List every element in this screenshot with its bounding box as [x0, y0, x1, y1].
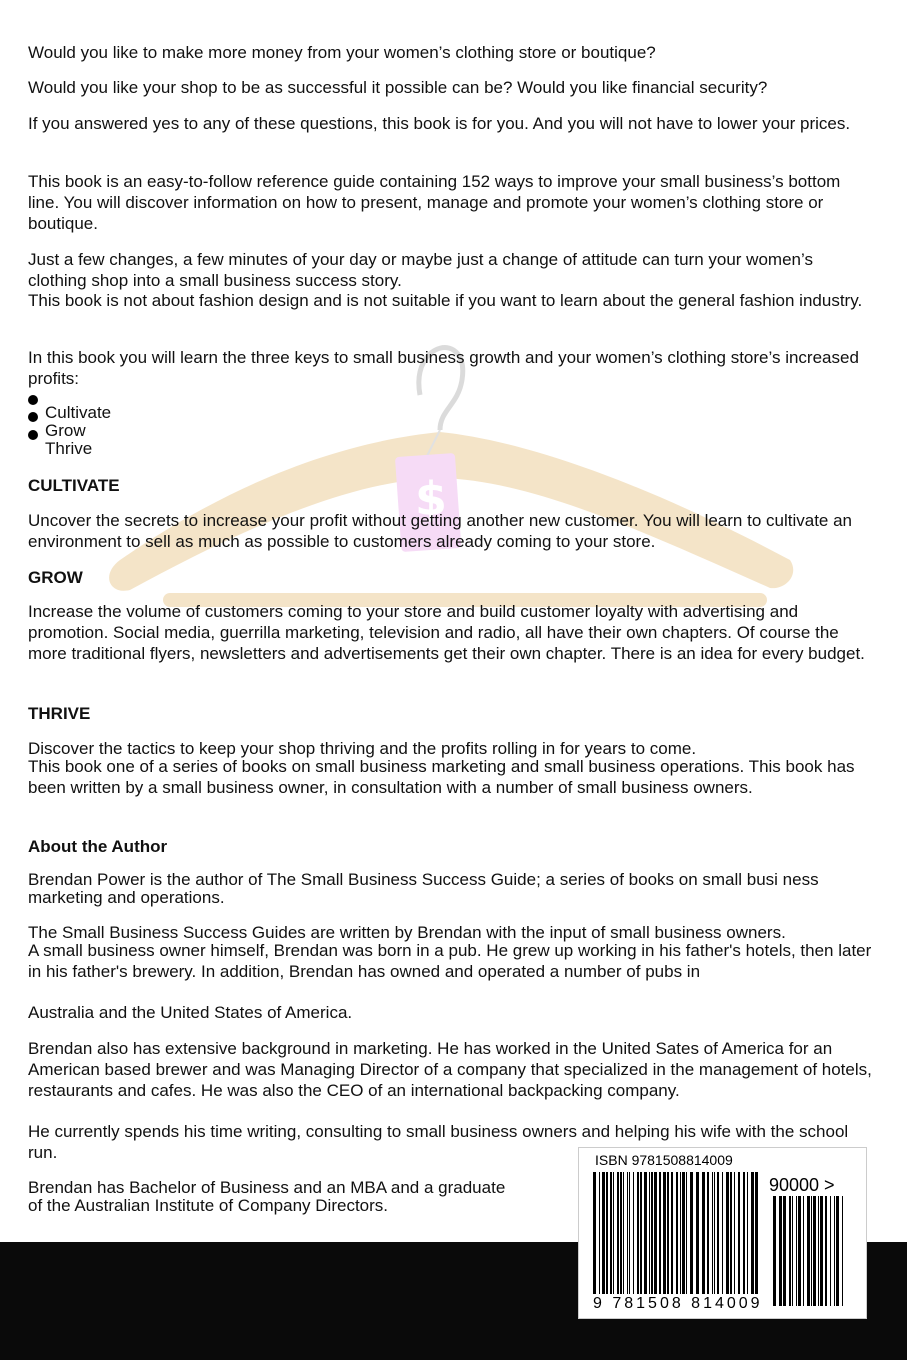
- barcode-bar: [830, 1196, 831, 1306]
- changes-paragraph: Just a few changes, a few minutes of your day or maybe just a change of attitude can turn your women’s clothing shop into a small business success story.: [28, 250, 813, 290]
- barcode-bar: [599, 1172, 600, 1294]
- barcode-bar: [602, 1172, 605, 1294]
- price-barcode-bars: [773, 1196, 845, 1306]
- barcode-bar: [818, 1196, 819, 1306]
- keys-list: [28, 393, 328, 463]
- heading-about-author: About the Author: [28, 837, 168, 856]
- bullet-icon: [28, 430, 38, 440]
- heading-thrive: THRIVE: [28, 704, 91, 723]
- heading-grow: GROW: [28, 568, 83, 587]
- barcode-bar: [773, 1196, 776, 1306]
- barcode-bar: [610, 1172, 612, 1294]
- barcode-bar: [654, 1172, 657, 1294]
- barcode-bar: [629, 1172, 630, 1294]
- barcode-bar: [803, 1196, 804, 1306]
- barcode-bar: [696, 1172, 699, 1294]
- barcode-bar: [712, 1172, 713, 1294]
- barcode-bar: [836, 1196, 839, 1306]
- barcode-bar: [606, 1172, 608, 1294]
- barcode-bar: [798, 1196, 801, 1306]
- barcode-bars: [593, 1172, 758, 1294]
- barcode-bar: [842, 1196, 843, 1306]
- barcode-bar: [811, 1196, 812, 1306]
- barcode-bar: [667, 1172, 669, 1294]
- intro-question-2: Would you like your shop to be as successful it possible can be? Would you like financial security?: [28, 78, 768, 97]
- barcode-bar: [722, 1172, 723, 1294]
- barcode-bar: [734, 1172, 735, 1294]
- barcode-bar: [726, 1172, 729, 1294]
- about-p2: The Small Business Success Guides are written by Brendan with the input of small business owners.: [28, 923, 786, 942]
- barcode-bar: [813, 1196, 816, 1306]
- barcode-bar: [686, 1172, 687, 1294]
- intro-question-1: Would you like to make more money from your women’s clothing store or boutique?: [28, 43, 656, 62]
- barcode-bar: [637, 1172, 639, 1294]
- book-description: This book is an easy-to-follow reference guide containing 152 ways to improve your small business’s bottom line. You will discover information on how to present, manage and promote your women’s clothing store or boutique.: [28, 172, 841, 233]
- grow-text: Increase the volume of customers coming to your store and build customer loyalty with advertising and promotion. Social media, guerrilla marketing, television and radio, all have their own chapters. Of course the more traditional flyers, newsletters and advertisements get their own chapter. There is an idea for every budget.: [28, 602, 865, 663]
- key-item-cultivate: Cultivate: [45, 403, 112, 422]
- heading-cultivate: CULTIVATE: [28, 476, 120, 495]
- barcode-bar: [707, 1172, 709, 1294]
- series-paragraph: This book one of a series of books on small business marketing and small business operations. This book has been written by a small business owner, in consultation with a number of small business owners.: [28, 757, 855, 797]
- barcode-bar: [792, 1196, 793, 1306]
- barcode-bar: [633, 1172, 634, 1294]
- barcode-bar: [627, 1172, 628, 1294]
- three-keys-intro: In this book you will learn the three keys to small business growth and your women’s clothing store’s increased profits:: [28, 348, 859, 388]
- barcode-bar: [783, 1196, 786, 1306]
- barcode-bar: [676, 1172, 678, 1294]
- barcode-bar: [690, 1172, 693, 1294]
- intro-answer: If you answered yes to any of these questions, this book is for you. And you will not have to lower your prices.: [28, 114, 851, 133]
- bullet-icon: [28, 395, 38, 405]
- barcode-bar: [659, 1172, 661, 1294]
- isbn-label: ISBN 9781508814009: [595, 1152, 733, 1168]
- barcode-bar: [743, 1172, 745, 1294]
- barcode-bar: [644, 1172, 647, 1294]
- barcode-bar: [649, 1172, 650, 1294]
- isbn-barcode: [578, 1147, 867, 1319]
- key-item-grow: Grow: [45, 421, 86, 440]
- about-p6b: of the Australian Institute of Company Directors.: [28, 1196, 389, 1215]
- barcode-bar: [834, 1196, 835, 1306]
- barcode-bar: [680, 1172, 681, 1294]
- about-p4: Brendan also has extensive background in marketing. He has worked in the United Sates of America for an American based brewer and was Managing Director of a company that specialized in the management of hotels, restaurants and cafes. He was also the CEO of an international backpacking company.: [28, 1039, 872, 1100]
- barcode-bar: [755, 1172, 758, 1294]
- barcode-bar: [747, 1172, 748, 1294]
- thrive-text: Discover the tactics to keep your shop thriving and the profits rolling in for years to come.: [28, 739, 697, 758]
- cultivate-text: Uncover the secrets to increase your profit without getting another new customer. You will learn to cultivate an environment to sell as much as possible to customers already coming to your store.: [28, 511, 853, 551]
- barcode-bar: [651, 1172, 653, 1294]
- barcode-bar: [820, 1196, 823, 1306]
- barcode-bar: [640, 1172, 642, 1294]
- barcode-bar: [714, 1172, 715, 1294]
- barcode-bar: [702, 1172, 705, 1294]
- barcode-bar: [593, 1172, 596, 1294]
- barcode-bar: [663, 1172, 666, 1294]
- barcode-bar: [807, 1196, 810, 1306]
- about-p1: Brendan Power is the author of The Small Business Success Guide; a series of books on small busi ness marketing and operations.: [28, 870, 819, 907]
- barcode-bar: [623, 1172, 624, 1294]
- isbn-digits: 9 781508 814009: [593, 1295, 763, 1312]
- barcode-bar: [796, 1196, 797, 1306]
- barcode-bar: [682, 1172, 685, 1294]
- about-p3b: Australia and the United States of America.: [28, 1003, 353, 1022]
- barcode-bar: [730, 1172, 732, 1294]
- barcode-bar: [620, 1172, 622, 1294]
- price-code: 90000 >: [769, 1175, 835, 1195]
- barcode-bar: [671, 1172, 673, 1294]
- about-p6a: Brendan has Bachelor of Business and an MBA and a graduate: [28, 1178, 506, 1197]
- barcode-bar: [825, 1196, 827, 1306]
- barcode-bar: [613, 1172, 614, 1294]
- about-p5: He currently spends his time writing, consulting to small business owners and helping his wife with the school run.: [28, 1122, 849, 1162]
- bullet-icon: [28, 412, 38, 422]
- barcode-bar: [751, 1172, 754, 1294]
- not-about-paragraph: This book is not about fashion design and is not suitable if you want to learn about the general fashion industry.: [28, 291, 863, 310]
- barcode-bar: [717, 1172, 719, 1294]
- barcode-bar: [738, 1172, 740, 1294]
- barcode-bar: [789, 1196, 791, 1306]
- about-p3a: A small business owner himself, Brendan was born in a pub. He grew up working in his father's hotels, then later in his father's brewery. In addition, Brendan has owned and operated a number of pubs in: [28, 941, 872, 981]
- dollar-icon: $: [415, 472, 448, 526]
- barcode-bar: [617, 1172, 619, 1294]
- barcode-bar: [779, 1196, 782, 1306]
- key-item-thrive: Thrive: [45, 439, 93, 458]
